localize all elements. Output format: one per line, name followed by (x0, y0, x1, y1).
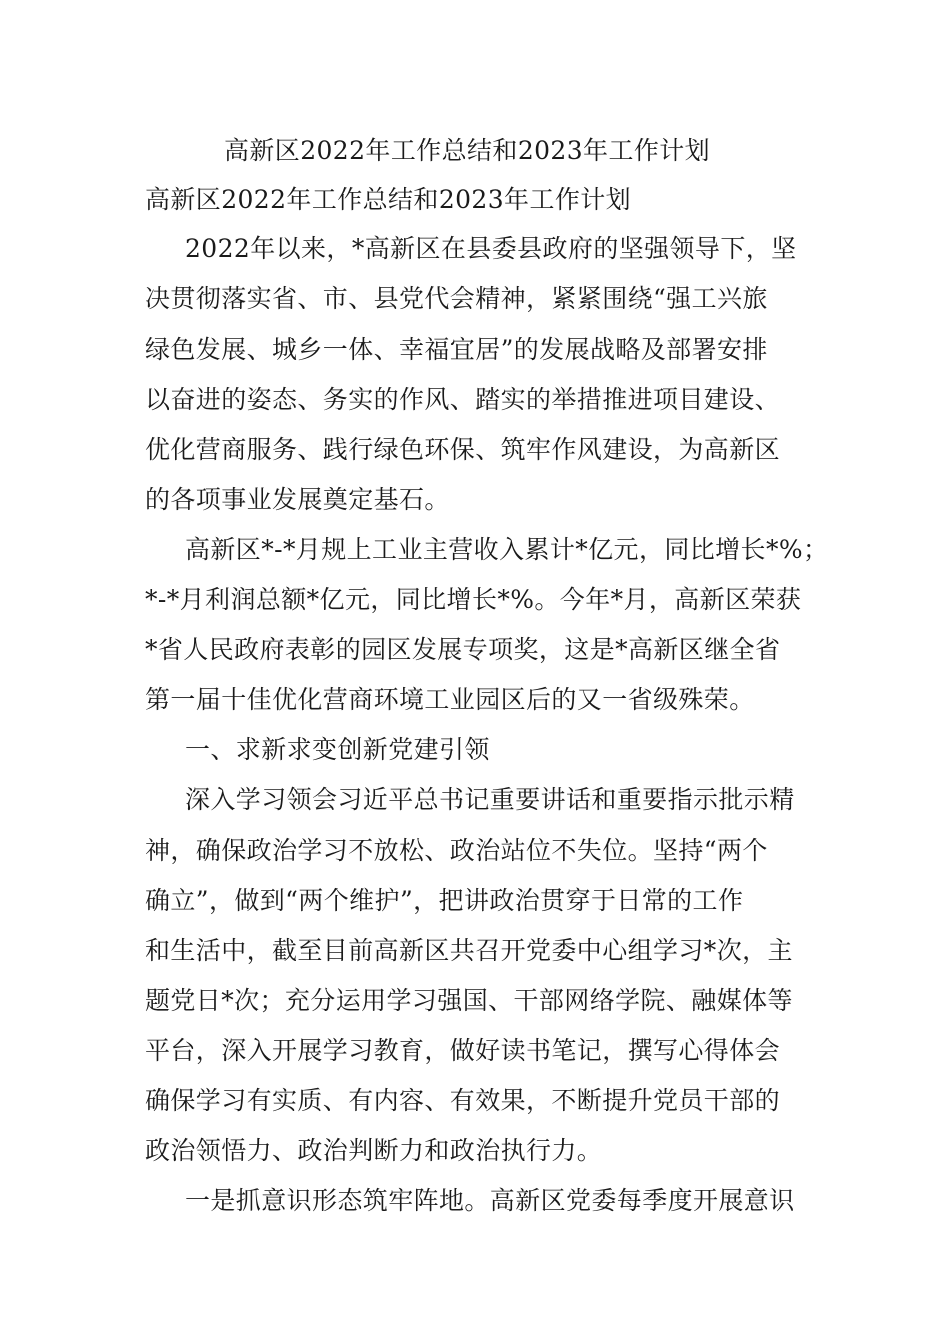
paragraph-line: *-*月利润总额*亿元，同比增长*%。今年*月，高新区荣获 (145, 585, 802, 614)
paragraph-line: *省人民政府表彰的园区发展专项奖，这是*高新区继全省 (145, 635, 781, 664)
paragraph-line: 高新区*-*月规上工业主营收入累计*亿元，同比增长*%； (185, 535, 829, 564)
paragraph-line: 第一届十佳优化营商环境工业园区后的又一省级殊荣。 (145, 685, 755, 714)
paragraph-line: 神，确保政治学习不放松、政治站位不失位。坚持“两个 (145, 836, 768, 865)
section-heading: 一、求新求变创新党建引领 (185, 735, 490, 764)
paragraph-line: 以奋进的姿态、务实的作风、踏实的举措推进项目建设、 (145, 385, 781, 414)
paragraph-line: 题党日*次；充分运用学习强国、干部网络学院、融媒体等 (145, 986, 793, 1015)
paragraph-line: 2022年以来，*高新区在县委县政府的坚强领导下，坚 (185, 234, 797, 263)
paragraph-line: 决贯彻落实省、市、县党代会精神，紧紧围绕“强工兴旅 (145, 284, 768, 313)
document-title: 高新区2022年工作总结和2023年工作计划 (224, 136, 711, 165)
paragraph-line: 政治领悟力、政治判断力和政治执行力。 (145, 1136, 603, 1165)
paragraph-line: 深入学习领会习近平总书记重要讲话和重要指示批示精 (185, 785, 795, 814)
paragraph-line: 确立”，做到“两个维护”，把讲政治贯穿于日常的工作 (145, 886, 744, 915)
paragraph-line: 和生活中，截至目前高新区共召开党委中心组学习*次，主 (145, 936, 793, 965)
paragraph-line: 绿色发展、城乡一体、幸福宜居”的发展战略及部署安排 (145, 335, 768, 364)
document-subtitle: 高新区2022年工作总结和2023年工作计划 (145, 185, 632, 214)
paragraph-line: 一是抓意识形态筑牢阵地。高新区党委每季度开展意识 (185, 1186, 795, 1215)
paragraph-line: 平台，深入开展学习教育，做好读书笔记，撰写心得体会 (145, 1036, 781, 1065)
paragraph-line: 确保学习有实质、有内容、有效果，不断提升党员干部的 (145, 1086, 781, 1115)
paragraph-line: 优化营商服务、践行绿色环保、筑牢作风建设，为高新区 (145, 435, 781, 464)
paragraph-line: 的各项事业发展奠定基石。 (145, 485, 450, 514)
